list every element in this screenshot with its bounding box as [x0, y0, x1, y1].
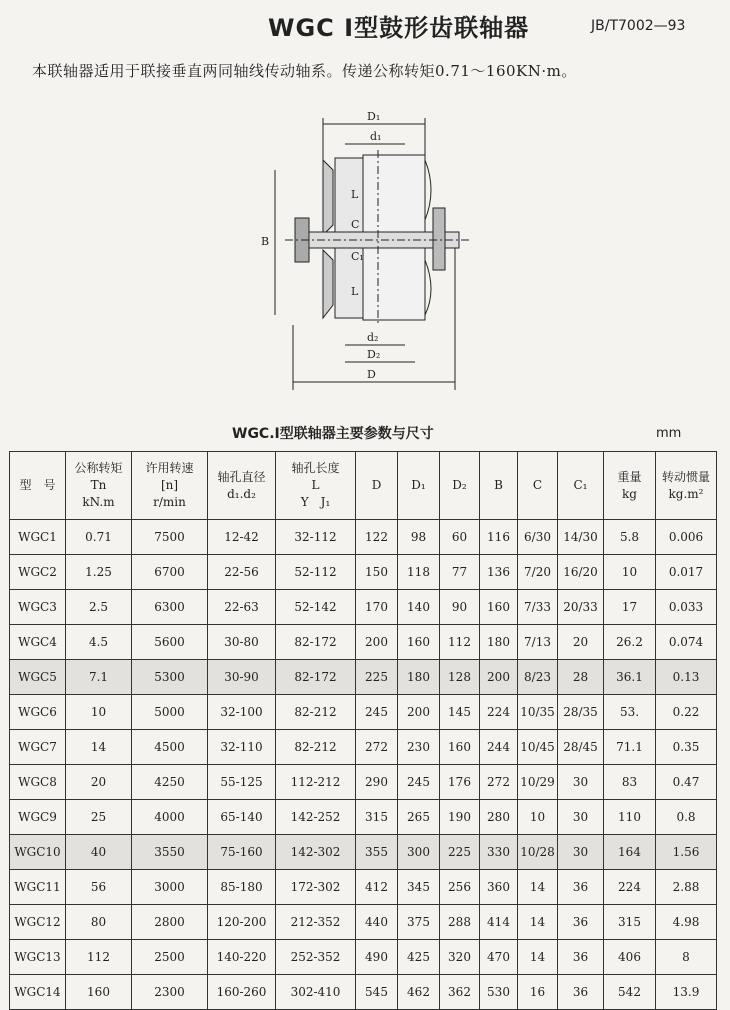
value-cell: 30-90 — [208, 660, 276, 695]
model-cell: WGC4 — [10, 625, 66, 660]
value-cell: 330 — [480, 835, 518, 870]
value-cell: 245 — [356, 695, 398, 730]
value-cell: 320 — [440, 940, 480, 975]
column-header — [518, 452, 558, 520]
column-header-mid: L — [311, 478, 320, 492]
value-cell: 77 — [440, 555, 480, 590]
value-cell: 30 — [558, 765, 604, 800]
value-cell: 110 — [604, 800, 656, 835]
column-header-bottom: r/min — [153, 495, 186, 509]
value-cell: 82-172 — [276, 625, 356, 660]
value-cell: 172-302 — [276, 870, 356, 905]
value-cell: 142-302 — [276, 835, 356, 870]
column-header — [558, 452, 604, 520]
value-cell: 160-260 — [208, 975, 276, 1010]
value-cell: 13.9 — [656, 975, 717, 1010]
value-cell: 118 — [398, 555, 440, 590]
value-cell: 82-212 — [276, 730, 356, 765]
value-cell: 10/29 — [518, 765, 558, 800]
value-cell: 5300 — [132, 660, 208, 695]
value-cell: 10/28 — [518, 835, 558, 870]
value-cell: 28/35 — [558, 695, 604, 730]
value-cell: 272 — [480, 765, 518, 800]
column-header — [656, 452, 717, 520]
label-C: C — [351, 218, 360, 231]
value-cell: 164 — [604, 835, 656, 870]
value-cell: 3550 — [132, 835, 208, 870]
value-cell: 176 — [440, 765, 480, 800]
value-cell: 160 — [398, 625, 440, 660]
intro-text: 本联轴器适用于联接垂直两同轴线传动轴系。传递公称转矩0.71～160KN·m。 — [32, 62, 577, 80]
value-cell: 80 — [66, 905, 132, 940]
value-cell: 0.13 — [656, 660, 717, 695]
value-cell: 85-180 — [208, 870, 276, 905]
value-cell: 7500 — [132, 520, 208, 555]
column-header-top: 公称转矩 — [74, 461, 123, 475]
value-cell: 302-410 — [276, 975, 356, 1010]
value-cell: 180 — [480, 625, 518, 660]
value-cell: 140 — [398, 590, 440, 625]
value-cell: 98 — [398, 520, 440, 555]
value-cell: 10 — [604, 555, 656, 590]
value-cell: 122 — [356, 520, 398, 555]
model-cell: WGC2 — [10, 555, 66, 590]
value-cell: 0.8 — [656, 800, 717, 835]
column-header-bottom: kg.m² — [668, 486, 704, 501]
value-cell: 22-63 — [208, 590, 276, 625]
column-header-top: 轴孔直径 — [217, 469, 266, 484]
value-cell: 30 — [558, 800, 604, 835]
value-cell: 30 — [558, 835, 604, 870]
value-cell: 362 — [440, 975, 480, 1010]
value-cell: 36 — [558, 940, 604, 975]
table-unit: mm — [656, 426, 682, 441]
value-cell: 7/13 — [518, 625, 558, 660]
table-row — [10, 625, 717, 660]
value-cell: 440 — [356, 905, 398, 940]
label-B: B — [261, 235, 270, 248]
value-cell: 32-100 — [208, 695, 276, 730]
table-row — [10, 520, 717, 555]
table-row — [10, 975, 717, 1010]
value-cell: 40 — [66, 835, 132, 870]
value-cell: 145 — [440, 695, 480, 730]
value-cell: 52-142 — [276, 590, 356, 625]
value-cell: 60 — [440, 520, 480, 555]
value-cell: 6/30 — [518, 520, 558, 555]
value-cell: 82-172 — [276, 660, 356, 695]
value-cell: 490 — [356, 940, 398, 975]
value-cell: 14 — [518, 940, 558, 975]
column-header-bottom: d₁.d₂ — [227, 486, 256, 501]
value-cell: 425 — [398, 940, 440, 975]
value-cell: 245 — [398, 765, 440, 800]
table-row — [10, 905, 717, 940]
label-L-bottom: L — [351, 285, 359, 298]
value-cell: 6300 — [132, 590, 208, 625]
value-cell: 10/45 — [518, 730, 558, 765]
column-header-top: C₁ — [573, 478, 588, 492]
value-cell: 30-80 — [208, 625, 276, 660]
value-cell: 256 — [440, 870, 480, 905]
model-cell: WGC12 — [10, 905, 66, 940]
column-header-bottom: kN.m — [82, 495, 115, 509]
label-D: D — [367, 368, 376, 381]
table-row — [10, 940, 717, 975]
value-cell: 212-352 — [276, 905, 356, 940]
column-header-top: D₁ — [411, 478, 426, 492]
value-cell: 14 — [518, 905, 558, 940]
value-cell: 14/30 — [558, 520, 604, 555]
value-cell: 406 — [604, 940, 656, 975]
value-cell: 36 — [558, 905, 604, 940]
value-cell: 32-110 — [208, 730, 276, 765]
value-cell: 12-42 — [208, 520, 276, 555]
value-cell: 28/45 — [558, 730, 604, 765]
column-header-top: C — [532, 478, 543, 492]
model-cell: WGC7 — [10, 730, 66, 765]
value-cell: 412 — [356, 870, 398, 905]
value-cell: 225 — [356, 660, 398, 695]
model-cell: WGC3 — [10, 590, 66, 625]
value-cell: 140-220 — [208, 940, 276, 975]
label-d1: d₁ — [370, 130, 382, 143]
column-header-top: 轴孔长度 — [291, 461, 340, 475]
label-D1: D₁ — [367, 110, 381, 123]
value-cell: 120-200 — [208, 905, 276, 940]
value-cell: 2300 — [132, 975, 208, 1010]
value-cell: 65-140 — [208, 800, 276, 835]
value-cell: 8 — [656, 940, 717, 975]
value-cell: 10 — [66, 695, 132, 730]
value-cell: 2800 — [132, 905, 208, 940]
column-header — [398, 452, 440, 520]
table-header — [10, 452, 717, 520]
standard-number: JB/T7002—93 — [591, 18, 686, 34]
value-cell: 5000 — [132, 695, 208, 730]
value-cell: 112 — [440, 625, 480, 660]
label-D2: D₂ — [367, 348, 381, 361]
column-header — [208, 452, 276, 520]
model-cell: WGC5 — [10, 660, 66, 695]
value-cell: 16 — [518, 975, 558, 1010]
value-cell: 4000 — [132, 800, 208, 835]
value-cell: 10/35 — [518, 695, 558, 730]
label-C1: C₁ — [351, 250, 364, 263]
value-cell: 71.1 — [604, 730, 656, 765]
value-cell: 542 — [604, 975, 656, 1010]
column-header-top: 型 号 — [19, 478, 56, 492]
column-header — [66, 452, 132, 520]
value-cell: 1.25 — [66, 555, 132, 590]
column-header-top: 许用转速 — [145, 461, 194, 475]
value-cell: 83 — [604, 765, 656, 800]
value-cell: 530 — [480, 975, 518, 1010]
value-cell: 52-112 — [276, 555, 356, 590]
column-header-top: D₂ — [452, 478, 467, 492]
value-cell: 224 — [480, 695, 518, 730]
value-cell: 128 — [440, 660, 480, 695]
column-header — [440, 452, 480, 520]
value-cell: 0.006 — [656, 520, 717, 555]
table-body — [10, 520, 717, 1010]
value-cell: 5.8 — [604, 520, 656, 555]
value-cell: 112-212 — [276, 765, 356, 800]
value-cell: 20/33 — [558, 590, 604, 625]
value-cell: 32-112 — [276, 520, 356, 555]
value-cell: 290 — [356, 765, 398, 800]
value-cell: 470 — [480, 940, 518, 975]
table-row — [10, 835, 717, 870]
value-cell: 3000 — [132, 870, 208, 905]
value-cell: 26.2 — [604, 625, 656, 660]
table-row — [10, 800, 717, 835]
value-cell: 22-56 — [208, 555, 276, 590]
column-header — [480, 452, 518, 520]
value-cell: 4.98 — [656, 905, 717, 940]
model-cell: WGC10 — [10, 835, 66, 870]
value-cell: 190 — [440, 800, 480, 835]
model-cell: WGC13 — [10, 940, 66, 975]
value-cell: 53. — [604, 695, 656, 730]
value-cell: 160 — [480, 590, 518, 625]
table-row — [10, 660, 717, 695]
table-row — [10, 555, 717, 590]
value-cell: 1.56 — [656, 835, 717, 870]
value-cell: 56 — [66, 870, 132, 905]
value-cell: 200 — [398, 695, 440, 730]
value-cell: 36.1 — [604, 660, 656, 695]
parameters-table — [9, 451, 717, 1010]
value-cell: 160 — [66, 975, 132, 1010]
column-header-top: B — [494, 478, 503, 492]
value-cell: 2.5 — [66, 590, 132, 625]
value-cell: 288 — [440, 905, 480, 940]
value-cell: 10 — [518, 800, 558, 835]
value-cell: 315 — [604, 905, 656, 940]
value-cell: 170 — [356, 590, 398, 625]
table-row — [10, 870, 717, 905]
value-cell: 224 — [604, 870, 656, 905]
value-cell: 462 — [398, 975, 440, 1010]
value-cell: 136 — [480, 555, 518, 590]
value-cell: 355 — [356, 835, 398, 870]
table-row — [10, 590, 717, 625]
value-cell: 14 — [518, 870, 558, 905]
value-cell: 17 — [604, 590, 656, 625]
page-title: WGC Ⅰ型鼓形齿联轴器 — [268, 14, 530, 42]
model-cell: WGC9 — [10, 800, 66, 835]
table-row — [10, 695, 717, 730]
value-cell: 7/33 — [518, 590, 558, 625]
value-cell: 90 — [440, 590, 480, 625]
value-cell: 0.017 — [656, 555, 717, 590]
value-cell: 75-160 — [208, 835, 276, 870]
value-cell: 8/23 — [518, 660, 558, 695]
value-cell: 414 — [480, 905, 518, 940]
model-cell: WGC11 — [10, 870, 66, 905]
column-header-mid: [n] — [160, 478, 179, 492]
value-cell: 360 — [480, 870, 518, 905]
value-cell: 36 — [558, 975, 604, 1010]
value-cell: 0.35 — [656, 730, 717, 765]
column-header — [10, 452, 66, 520]
value-cell: 0.074 — [656, 625, 717, 660]
table-title: WGC.Ⅰ型联轴器主要参数与尺寸 — [232, 426, 434, 442]
column-header-bottom: kg — [622, 486, 637, 501]
label-d2: d₂ — [367, 331, 379, 344]
value-cell: 20 — [66, 765, 132, 800]
value-cell: 2500 — [132, 940, 208, 975]
value-cell: 25 — [66, 800, 132, 835]
value-cell: 200 — [356, 625, 398, 660]
value-cell: 300 — [398, 835, 440, 870]
value-cell: 82-212 — [276, 695, 356, 730]
value-cell: 142-252 — [276, 800, 356, 835]
model-cell: WGC14 — [10, 975, 66, 1010]
table-row — [10, 730, 717, 765]
column-header-bottom: Y J₁ — [300, 495, 331, 509]
value-cell: 7/20 — [518, 555, 558, 590]
value-cell: 36 — [558, 870, 604, 905]
value-cell: 265 — [398, 800, 440, 835]
value-cell: 315 — [356, 800, 398, 835]
value-cell: 375 — [398, 905, 440, 940]
value-cell: 252-352 — [276, 940, 356, 975]
value-cell: 244 — [480, 730, 518, 765]
table-row — [10, 765, 717, 800]
value-cell: 4.5 — [66, 625, 132, 660]
value-cell: 0.22 — [656, 695, 717, 730]
value-cell: 2.88 — [656, 870, 717, 905]
column-header — [276, 452, 356, 520]
value-cell: 230 — [398, 730, 440, 765]
value-cell: 280 — [480, 800, 518, 835]
value-cell: 150 — [356, 555, 398, 590]
model-cell: WGC1 — [10, 520, 66, 555]
value-cell: 55-125 — [208, 765, 276, 800]
value-cell: 345 — [398, 870, 440, 905]
value-cell: 272 — [356, 730, 398, 765]
column-header-top: 重量 — [617, 469, 642, 484]
value-cell: 4250 — [132, 765, 208, 800]
column-header — [356, 452, 398, 520]
model-cell: WGC6 — [10, 695, 66, 730]
coupling-drawing — [255, 100, 485, 410]
value-cell: 545 — [356, 975, 398, 1010]
value-cell: 5600 — [132, 625, 208, 660]
value-cell: 200 — [480, 660, 518, 695]
value-cell: 7.1 — [66, 660, 132, 695]
value-cell: 0.033 — [656, 590, 717, 625]
value-cell: 14 — [66, 730, 132, 765]
column-header — [132, 452, 208, 520]
value-cell: 116 — [480, 520, 518, 555]
value-cell: 16/20 — [558, 555, 604, 590]
column-header-mid: Tn — [90, 478, 107, 492]
column-header — [604, 452, 656, 520]
value-cell: 0.71 — [66, 520, 132, 555]
value-cell: 4500 — [132, 730, 208, 765]
value-cell: 28 — [558, 660, 604, 695]
value-cell: 112 — [66, 940, 132, 975]
value-cell: 160 — [440, 730, 480, 765]
column-header-top: D — [371, 478, 382, 492]
value-cell: 225 — [440, 835, 480, 870]
model-cell: WGC8 — [10, 765, 66, 800]
value-cell: 6700 — [132, 555, 208, 590]
value-cell: 180 — [398, 660, 440, 695]
value-cell: 0.47 — [656, 765, 717, 800]
column-header-top: 转动惯量 — [661, 469, 710, 484]
value-cell: 20 — [558, 625, 604, 660]
label-L-top: L — [351, 188, 359, 201]
